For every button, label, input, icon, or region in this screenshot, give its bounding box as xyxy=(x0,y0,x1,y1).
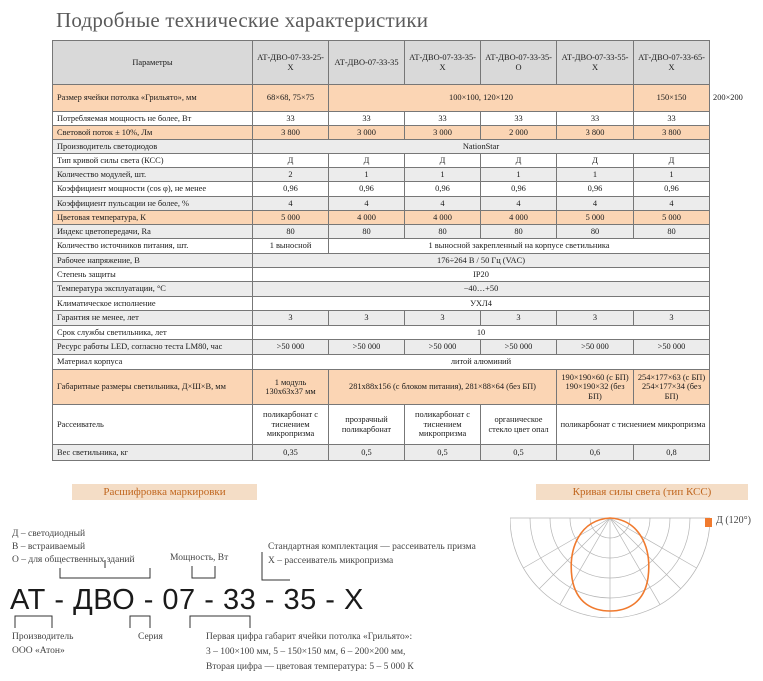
table-row xyxy=(53,126,710,140)
table-cell: 80 xyxy=(405,225,481,239)
header-cell: АТ-ДВО-07-33-35 xyxy=(329,41,405,85)
maker-label: ООО «Атон» xyxy=(12,646,65,656)
table-cell: 176÷264 В / 50 Гц (VAC) xyxy=(253,254,710,268)
header-cell: АТ-ДВО-07-33-35-Х xyxy=(405,41,481,85)
table-cell: 33 xyxy=(634,112,710,126)
marking-code: АТ - ДВО - 07 - 33 - 35 - Х xyxy=(10,584,364,616)
table-cell: 0,96 xyxy=(557,182,634,197)
table-cell: 4 xyxy=(557,197,634,211)
table-cell: 100×100, 120×120 xyxy=(329,85,634,112)
curve-legend-swatch xyxy=(705,518,712,527)
table-cell: Д xyxy=(405,154,481,168)
type-legend-line: О – для общественных зданий xyxy=(12,555,135,565)
table-cell: 0,96 xyxy=(481,182,557,197)
param-label: Вес светильника, кг xyxy=(53,445,253,461)
table-cell: Д xyxy=(481,154,557,168)
table-cell: поликарбонат с тиснением микропризма xyxy=(557,405,710,445)
table-row xyxy=(53,225,710,239)
table-cell: 150×150 xyxy=(634,85,710,112)
table-cell: 4 xyxy=(481,197,557,211)
marking-section-label: Расшифровка маркировки xyxy=(72,484,257,500)
table-cell: >50 000 xyxy=(329,340,405,355)
table-cell: 3 xyxy=(481,311,557,326)
set-label: Х – рассеиватель микропризма xyxy=(268,556,394,566)
table-cell: 1 xyxy=(634,168,710,182)
table-cell: литой алюминий xyxy=(253,355,710,370)
param-label: Степень защиты xyxy=(53,268,253,282)
table-cell: 1 xyxy=(405,168,481,182)
type-legend-line: В – встраиваемый xyxy=(12,542,86,552)
table-cell: 5 000 xyxy=(557,211,634,225)
table-row xyxy=(53,211,710,225)
table-cell: 4 xyxy=(329,197,405,211)
param-label: Ресурс работы LED, согласно теста LM80, час xyxy=(53,340,253,355)
param-label: Количество источников питания, шт. xyxy=(53,239,253,254)
table-cell: 1 выносной закрепленный на корпусе светильника xyxy=(329,239,710,254)
table-cell: прозрачный поликарбонат xyxy=(329,405,405,445)
table-cell: 0,5 xyxy=(481,445,557,461)
param-label: Температура эксплуатации, °С xyxy=(53,282,253,297)
param-label: Климатическое исполнение xyxy=(53,297,253,311)
table-cell: 190×190×60 (с БП) 190×190×32 (без БП) xyxy=(557,370,634,405)
param-label: Потребляемая мощность не более, Вт xyxy=(53,112,253,126)
page-title: Подробные технические характеристики xyxy=(56,8,429,32)
table-cell: органическое стекло цвет опал xyxy=(481,405,557,445)
table-cell: >50 000 xyxy=(634,340,710,355)
table-cell: 0,96 xyxy=(405,182,481,197)
table-cell: >50 000 xyxy=(557,340,634,355)
polar-grid xyxy=(510,518,710,618)
table-row xyxy=(53,140,710,154)
table-header-row xyxy=(53,41,710,85)
table-cell: 33 xyxy=(405,112,481,126)
table-cell: Д xyxy=(253,154,329,168)
table-cell: −40…+50 xyxy=(253,282,710,297)
curve-legend-label: Д (120°) xyxy=(716,515,751,526)
table-cell: >50 000 xyxy=(405,340,481,355)
table-cell: 1 модуль 130х63х37 мм xyxy=(253,370,329,405)
header-cell: АТ-ДВО-07-33-55-Х xyxy=(557,41,634,85)
param-label: Рабочее напряжение, В xyxy=(53,254,253,268)
table-cell: Д xyxy=(329,154,405,168)
param-label: Цветовая температура, К xyxy=(53,211,253,225)
table-cell: 80 xyxy=(557,225,634,239)
table-cell: 0,8 xyxy=(634,445,710,461)
light-curve-diagram xyxy=(510,508,710,618)
param-label: Коэффициент мощности (cos φ), не менее xyxy=(53,182,253,197)
param-label: Материал корпуса xyxy=(53,355,253,370)
table-cell: 4 000 xyxy=(329,211,405,225)
table-cell: 3 000 xyxy=(405,126,481,140)
table-cell: 3 800 xyxy=(253,126,329,140)
table-cell: 3 xyxy=(253,311,329,326)
param-label: Производитель светодиодов xyxy=(53,140,253,154)
table-cell: 1 xyxy=(557,168,634,182)
table-cell: 1 xyxy=(481,168,557,182)
series-label: Серия xyxy=(138,632,163,642)
table-cell: 4 000 xyxy=(481,211,557,225)
table-row xyxy=(53,355,710,370)
param-label: Размер ячейки потолка «Грильято», мм xyxy=(53,85,253,112)
spec-table xyxy=(52,40,743,461)
maker-label: Производитель xyxy=(12,632,74,642)
table-cell: 33 xyxy=(557,112,634,126)
param-label: Количество модулей, шт. xyxy=(53,168,253,182)
table-row xyxy=(53,370,710,405)
param-label: Габаритные размеры светильника, Д×Ш×В, мм xyxy=(53,370,253,405)
table-row xyxy=(53,297,710,311)
table-row xyxy=(53,239,710,254)
table-cell: 33 xyxy=(329,112,405,126)
header-cell: АТ-ДВО-07-33-25-Х xyxy=(253,41,329,85)
table-cell: Д xyxy=(634,154,710,168)
table-cell: 4 xyxy=(634,197,710,211)
table-row xyxy=(53,254,710,268)
table-row xyxy=(53,154,710,168)
table-cell: поликарбонат с тиснением микропризма xyxy=(253,405,329,445)
header-cell: Параметры xyxy=(53,41,253,85)
table-cell: 0,6 xyxy=(557,445,634,461)
table-cell: 2 000 xyxy=(481,126,557,140)
param-label: Рассеиватель xyxy=(53,405,253,445)
table-cell: 80 xyxy=(481,225,557,239)
table-cell: IP20 xyxy=(253,268,710,282)
table-row xyxy=(53,182,710,197)
table-cell: >50 000 xyxy=(253,340,329,355)
table-cell: 10 xyxy=(253,326,710,340)
table-cell: 0,35 xyxy=(253,445,329,461)
table-cell: 68×68, 75×75 xyxy=(253,85,329,112)
table-cell: 281х88х156 (с блоком питания), 281×88×64 (без БП) xyxy=(329,370,557,405)
table-cell: 0,5 xyxy=(329,445,405,461)
param-label: Срок службы светильника, лет xyxy=(53,326,253,340)
header-cell: АТ-ДВО-07-33-35-О xyxy=(481,41,557,85)
type-legend-line: Д – светодиодный xyxy=(12,529,86,539)
digits-note: Вторая цифра — цветовая температура: 5 – 5 000 К xyxy=(206,662,414,672)
param-label: Гарантия не менее, лет xyxy=(53,311,253,326)
table-cell: 0,96 xyxy=(634,182,710,197)
table-cell: 4 xyxy=(405,197,481,211)
table-cell: 2 xyxy=(253,168,329,182)
table-cell: 3 xyxy=(329,311,405,326)
table-cell: NationStar xyxy=(253,140,710,154)
param-label: Световой поток ± 10%, Лм xyxy=(53,126,253,140)
table-cell: 80 xyxy=(634,225,710,239)
table-cell: 4 xyxy=(253,197,329,211)
table-cell: 3 000 xyxy=(329,126,405,140)
param-label: Тип кривой силы света (КСС) xyxy=(53,154,253,168)
table-cell: 80 xyxy=(329,225,405,239)
table-cell: 80 xyxy=(253,225,329,239)
table-cell: 5 000 xyxy=(253,211,329,225)
table-row xyxy=(53,340,710,355)
table-row xyxy=(53,282,710,297)
table-cell: 33 xyxy=(253,112,329,126)
param-label: Индекс цветопередачи, Ra xyxy=(53,225,253,239)
table-row xyxy=(53,445,710,461)
table-cell: 3 800 xyxy=(557,126,634,140)
digits-note: Первая цифра габарит ячейки потолка «Грильято»: xyxy=(206,632,413,642)
table-cell: 3 xyxy=(557,311,634,326)
table-cell: 1 выносной xyxy=(253,239,329,254)
table-row xyxy=(53,197,710,211)
table-cell: 3 xyxy=(634,311,710,326)
table-row xyxy=(53,326,710,340)
param-label: Коэффициент пульсации не более, % xyxy=(53,197,253,211)
table-cell: 4 000 xyxy=(405,211,481,225)
table-cell: Д xyxy=(557,154,634,168)
table-row xyxy=(53,268,710,282)
table-cell: УХЛ4 xyxy=(253,297,710,311)
table-cell: 254×177×63 (с БП) 254×177×34 (без БП) xyxy=(634,370,710,405)
table-cell: 0,96 xyxy=(329,182,405,197)
digits-note: 3 – 100×100 мм, 5 – 150×150 мм, 6 – 200×200 мм, xyxy=(206,647,406,657)
table-cell: 3 800 xyxy=(634,126,710,140)
table-cell: >50 000 xyxy=(481,340,557,355)
table-row xyxy=(53,311,710,326)
table-cell: 0,96 xyxy=(253,182,329,197)
curve-section-label: Кривая силы света (тип КСС) xyxy=(536,484,748,500)
header-cell: АТ-ДВО-07-33-65-Х xyxy=(634,41,710,85)
table-cell: 1 xyxy=(329,168,405,182)
table-cell: поликарбонат с тиснением микропризма xyxy=(405,405,481,445)
table-row xyxy=(53,112,710,126)
table-cell: 33 xyxy=(481,112,557,126)
table-row: Размер ячейки потолка «Грильято», мм 68×68, 75×75 100×100, 120×120 150×150 200×200 xyxy=(53,85,710,112)
table-row xyxy=(53,168,710,182)
table-cell: 3 xyxy=(405,311,481,326)
set-label: Стандартная комплектация — рассеиватель призма xyxy=(268,542,476,552)
table-cell: 5 000 xyxy=(634,211,710,225)
power-label: Мощность, Вт xyxy=(170,553,229,563)
table-row xyxy=(53,405,710,445)
table-cell: 0,5 xyxy=(405,445,481,461)
